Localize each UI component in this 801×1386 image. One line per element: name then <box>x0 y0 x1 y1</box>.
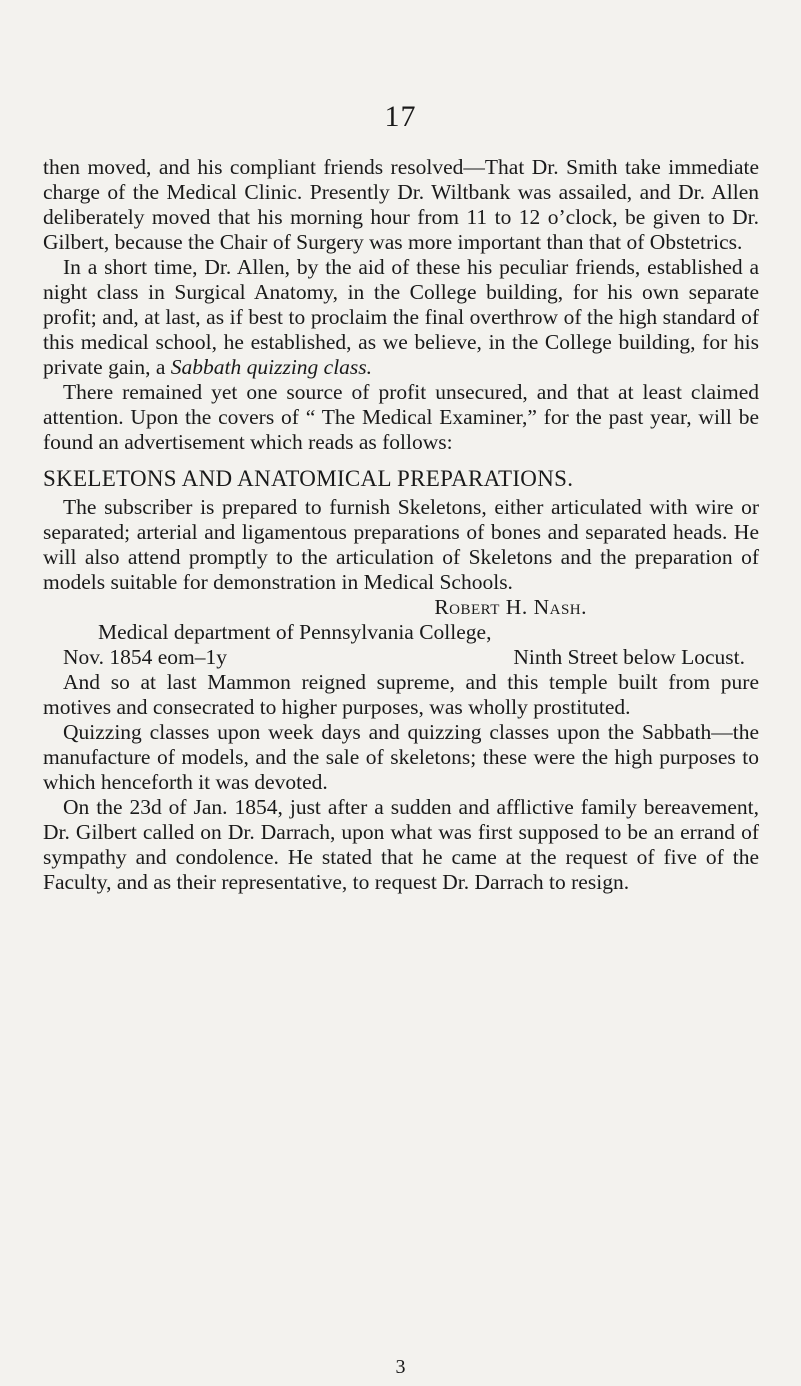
paragraph-5: Quizzing classes upon week days and quizzing classes upon the Sabbath—the manufacture of models, and the sale of skeletons; these were the high purposes to which henceforth it was devoted. <box>43 720 759 794</box>
advertisement-date: Nov. 1854 eom–1y <box>63 645 228 669</box>
advertisement-body: The subscriber is prepared to furnish Skeletons, either articulated with wire or separated; arterial and ligamentous preparations of bones and separated heads. He will also attend promptly to the articulation of Skeletons and the preparation of models suitable for demonstration in Medical Schools. <box>43 495 759 594</box>
advertisement-signature: Robert H. Nash. <box>434 595 587 619</box>
paragraph-2-text: In a short time, Dr. Allen, by the aid of these his peculiar friends, established a night class in Surgical Anatomy, in the College building, for his own separate profit; and, at last, as if best to proclaim the final overthrow of the high standard of this medical school, he established, as we believe, in the College building, for his private gain, a <box>43 255 759 379</box>
advertisement-footer-row <box>43 645 759 670</box>
page-body <box>43 155 759 895</box>
paragraph-4: And so at last Mammon reigned supreme, and this temple built from pure motives and consecrated to higher purposes, was wholly prostituted. <box>43 670 759 719</box>
page-number: 17 <box>384 100 417 133</box>
signature-mark: 3 <box>395 1356 406 1378</box>
advertisement-department: Medical department of Pennsylvania College, <box>98 620 492 644</box>
paragraph-2 <box>43 255 759 380</box>
paragraph-6: On the 23d of Jan. 1854, just after a sudden and afflictive family bereavement, Dr. Gilbert called on Dr. Darrach, upon what was first supposed to be an errand of sympathy and condolence. He stated that he came at the request of five of the Faculty, and as their representative, to request Dr. Darrach to resign. <box>43 795 759 894</box>
advertisement-address: Ninth Street below Locust. <box>513 645 745 669</box>
paragraph-3: There remained yet one source of profit unsecured, and that at least claimed attention. Upon the covers of “ The Medical Examiner,” for the past year, will be found an advertisement which reads as follows: <box>43 380 759 454</box>
paragraph-2-italic: Sabbath quizzing class. <box>170 355 373 379</box>
paragraph-1: then moved, and his compliant friends resolved—That Dr. Smith take immediate charge of the Medical Clinic. Presently Dr. Wiltbank was assailed, and Dr. Allen deliberately moved that his morning hour from 11 to 12 o’clock, be given to Dr. Gilbert, because the Chair of Surgery was more important than that of Obstetrics. <box>43 155 759 254</box>
advertisement-heading: SKELETONS AND ANATOMICAL PREPARATIONS. <box>43 466 574 491</box>
